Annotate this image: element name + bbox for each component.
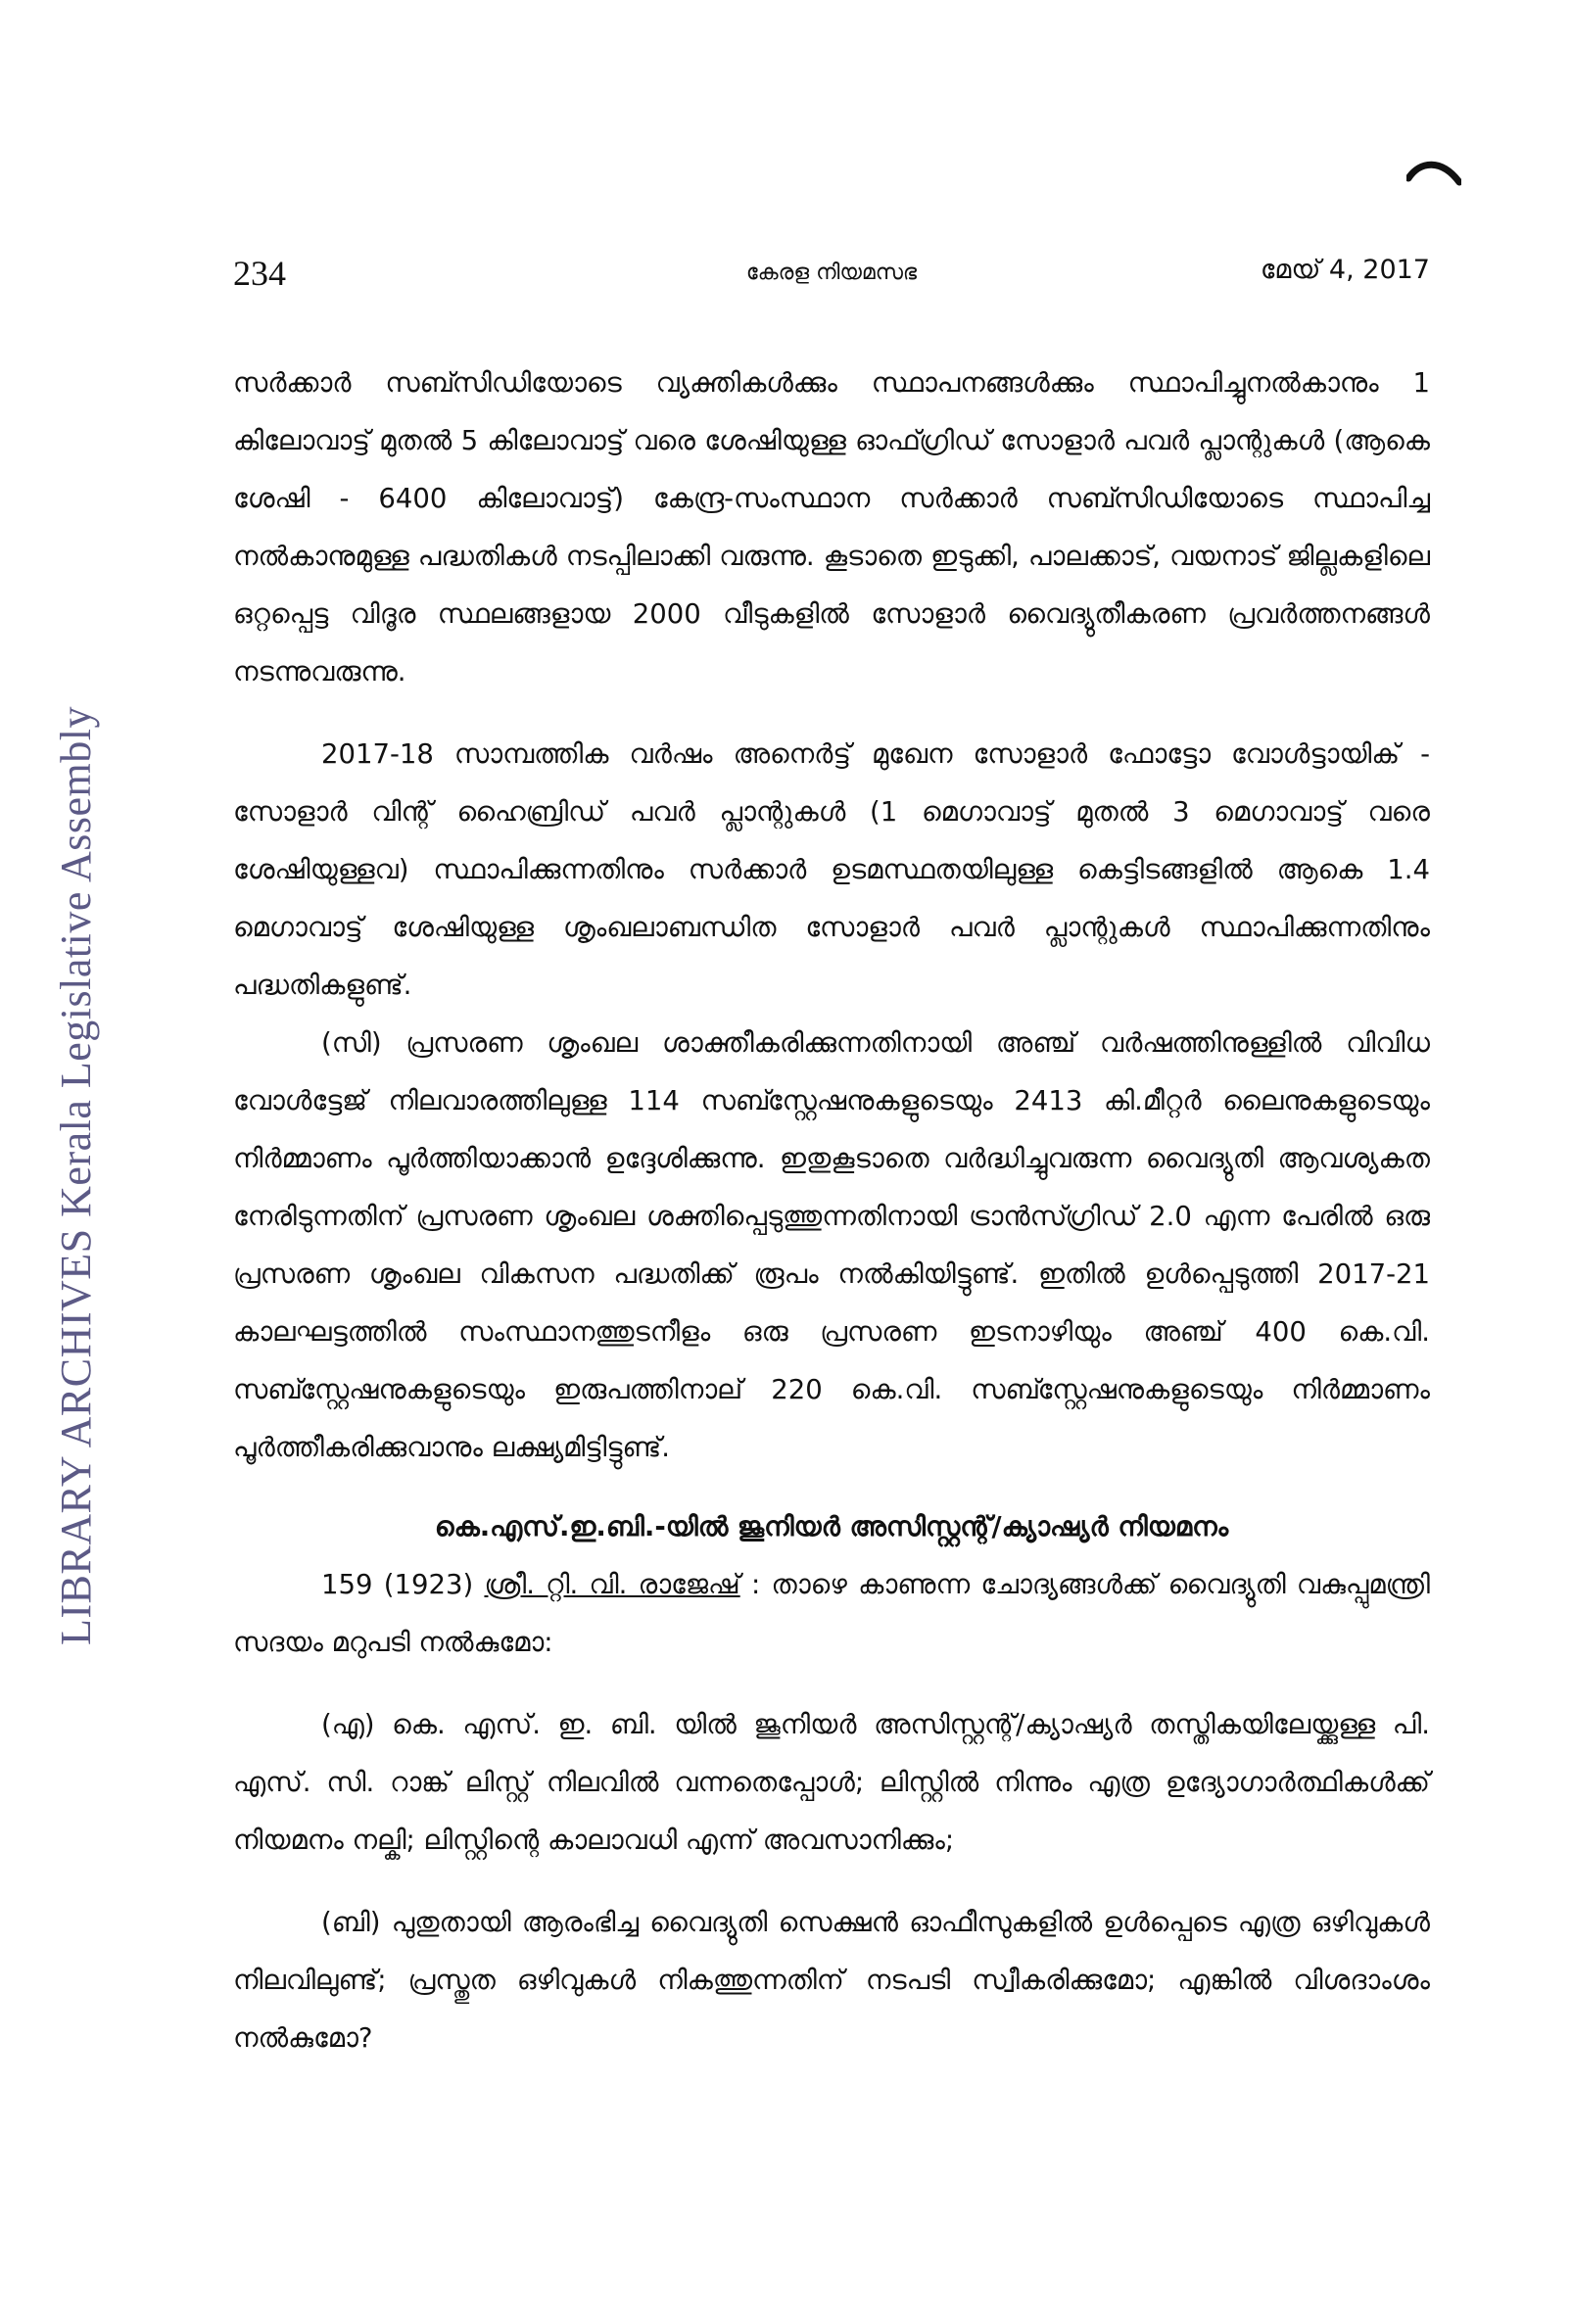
body-paragraph-2: 2017-18 സാമ്പത്തിക വർഷം അനെർട്ട് മുഖേന സോളാർ ഫോട്ടോ വോൾട്ടായിക് - സോളാർ വിന്റ് ഹൈബ്രിഡ് പവർ പ്ലാന്റുകൾ (1 മെഗാവാട്ട് മുതൽ 3 മെഗാവാട്ട് വരെ ശേഷിയുള്ളവ) സ്ഥാപിക്കുന്നതിനും സർക്കാർ ഉടമസ്ഥതയിലുള്ള കെട്ടിടങ്ങളിൽ ആകെ 1.4 മെഗാവാട്ട് ശേഷിയുള്ള ശൃംഖലാബന്ധിത സോളാർ പവർ പ്ലാന്റുകൾ സ്ഥാപിക്കുന്നതിനും പദ്ധതികളുണ്ട്.	[233, 738, 1430, 1001]
header-date: മേയ് 4, 2017	[1260, 255, 1430, 285]
page-header	[233, 253, 1430, 302]
page-content	[233, 355, 1430, 2067]
archive-watermark: LIBRARY ARCHIVES Kerala Legislative Assembly	[52, 706, 100, 1645]
page-number: 234	[233, 254, 286, 293]
question-intro	[233, 1556, 1430, 1672]
question-number: 159 (1923)	[321, 1569, 474, 1600]
question-heading: കെ.എസ്.ഇ.ബി.-യിൽ ജൂനിയർ അസിസ്റ്റന്റ്/ക്യാഷ്യർ നിയമനം	[434, 1511, 1229, 1542]
question-intro-text: : താഴെ കാണുന്ന ചോദ്യങ്ങൾക്ക് വൈദ്യുതി വകുപ്പുമന്ത്രി സദയം മറുപടി നൽകുമോ:	[233, 1569, 1430, 1658]
question-part-b: (ബി) പുതുതായി ആരംഭിച്ച വൈദ്യുതി സെക്ഷൻ ഓഫീസുകളിൽ ഉൾപ്പെടെ എത്ര ഒഴിവുകൾ നിലവിലുണ്ട്; പ്രസ്തുത ഒഴിവുകൾ നികത്തുന്നതിന് നടപടി സ്വീകരിക്കുമോ; എങ്കിൽ വിശദാംശം നൽകുമോ?	[233, 1907, 1430, 2054]
member-name: ശ്രീ. റ്റി. വി. രാജേഷ്	[484, 1569, 740, 1600]
question-part-a: (എ) കെ. എസ്. ഇ. ബി. യിൽ ജൂനിയർ അസിസ്റ്റന്റ്/ക്യാഷ്യർ തസ്തികയിലേയ്ക്കുള്ള പി. എസ്. സി. റാങ്ക് ലിസ്റ്റ് നിലവിൽ വന്നതെപ്പോൾ; ലിസ്റ്റിൽ നിന്നും എത്ര ഉദ്യോഗാർത്ഥികൾക്ക് നിയമനം നല്കി; ലിസ്റ്റിന്റെ കാലാവധി എന്ന് അവസാനിക്കും;	[233, 1709, 1430, 1856]
running-title: കേരള നിയമസഭ	[745, 261, 918, 285]
body-paragraph-1: സർക്കാർ സബ്സിഡിയോടെ വ്യക്തികൾക്കും സ്ഥാപനങ്ങൾക്കും സ്ഥാപിച്ചുനൽകാനും 1 കിലോവാട്ട് മുതൽ 5 കിലോവാട്ട് വരെ ശേഷിയുള്ള ഓഫ്ഗ്രിഡ് സോളാർ പവർ പ്ലാന്റുകൾ (ആകെ ശേഷി - 6400 കിലോവാട്ട്) കേന്ദ്ര-സംസ്ഥാന സർക്കാർ സബ്സിഡിയോടെ സ്ഥാപിച്ച നൽകാനുമുള്ള പദ്ധതികൾ നടപ്പിലാക്കി വരുന്നു. കൂടാതെ ഇടുക്കി, പാലക്കാട്, വയനാട് ജില്ലകളിലെ ഒറ്റപ്പെട്ട വിദൂര സ്ഥലങ്ങളായ 2000 വീടുകളിൽ സോളാർ വൈദ്യുതീകരണ പ്രവർത്തനങ്ങൾ നടന്നുവരുന്നു.	[233, 367, 1430, 688]
body-paragraph-3: (സി) പ്രസരണ ശൃംഖല ശാക്തീകരിക്കുന്നതിനായി അഞ്ച് വർഷത്തിനുള്ളിൽ വിവിധ വോൾട്ടേജ് നിലവാരത്തിലുള്ള 114 സബ്സ്റ്റേഷനുകളുടെയും 2413 കി.മീറ്റർ ലൈനുകളുടെയും നിർമ്മാണം പൂർത്തിയാക്കാൻ ഉദ്ദേശിക്കുന്നു. ഇതുകൂടാതെ വർദ്ധിച്ചുവരുന്ന വൈദ്യുതി ആവശ്യകത നേരിടുന്നതിന് പ്രസരണ ശൃംഖല ശക്തിപ്പെടുത്തുന്നതിനായി ട്രാൻസ്ഗ്രിഡ് 2.0 എന്ന പേരിൽ ഒരു പ്രസരണ ശൃംഖല വികസന പദ്ധതിക്ക് രൂപം നൽകിയിട്ടുണ്ട്. ഇതിൽ ഉൾപ്പെടുത്തി 2017-21 കാലഘട്ടത്തിൽ സംസ്ഥാനത്തുടനീളം ഒരു പ്രസരണ ഇടനാഴിയും അഞ്ച് 400 കെ.വി. സബ്സ്റ്റേഷനുകളുടെയും ഇരുപത്തിനാല് 220 കെ.വി. സബ്സ്റ്റേഷനുകളുടെയും നിർമ്മാണം പൂർത്തീകരിക്കുവാനും ലക്ഷ്യമിട്ടിട്ടുണ്ട്.	[233, 1027, 1430, 1463]
corner-mark	[1406, 157, 1461, 190]
